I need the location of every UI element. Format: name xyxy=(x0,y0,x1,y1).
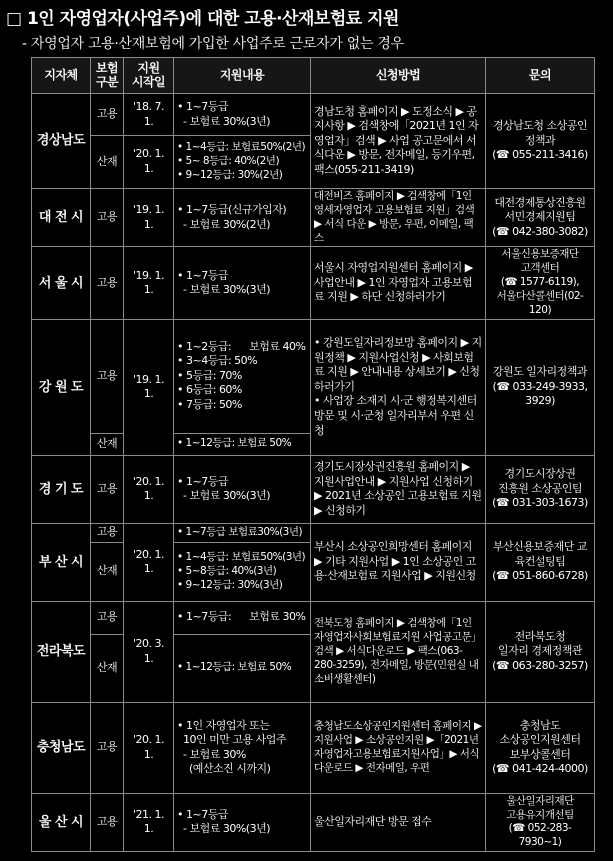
contact-cell: 강원도 일자리정책과 (☎ 033-249-3933, 3929) xyxy=(486,319,595,455)
start-cell: '21. 1. 1. xyxy=(124,793,174,851)
table-row xyxy=(32,189,595,247)
apply-cell: • 강원도일자리정보망 홈페이지 ▶ 지원정책 ▶ 지원사업신청 ▶ 사회보험료 지원 ▶ 안내내용 상세보기 ▶ 신청하러가기 • 사업장 소재지 시·군 행정복지센터 방문 및 시·군청 일자리부서 우편 신청 xyxy=(311,319,486,455)
type-cell: 산재 xyxy=(91,542,124,601)
contact-cell: 경상남도청 소상공인정책과 (☎ 055-211-3416) xyxy=(486,94,595,189)
table-row xyxy=(32,319,595,433)
header-type: 보험 구분 xyxy=(91,58,124,94)
apply-cell: 대전비즈 홈페이지 ▶ 검색창에「1인 영세자영업자 고용보험료 지원」검색 ▶ 서식 다운 ▶ 방문, 우편, 이메일, 팩스 xyxy=(311,189,486,247)
table-row xyxy=(32,523,595,542)
support-table xyxy=(31,57,595,852)
apply-cell: 서울시 자영업지원센터 홈페이지 ▶ 사업안내 ▶ 1인 자영업자 고용보험료 지원 ▶ 하단 신청하러가기 xyxy=(311,247,486,319)
contact-cell: 충청남도 소상공인지원센터 보부상콜센터 (☎ 041-424-4000) xyxy=(486,702,595,793)
type-cell: 고용 xyxy=(91,247,124,319)
table-row xyxy=(32,94,595,136)
content-cell: • 1~7등급(신규가입자) - 보험료 30%(2년) xyxy=(174,189,311,247)
header-content: 지원내용 xyxy=(174,58,311,94)
contact-cell: 경기도시장상권 진흥원 소상공인팀 (☎ 031-303-1673) xyxy=(486,455,595,523)
start-cell: '19. 1. 1. xyxy=(124,247,174,319)
apply-cell: 부산시 소상공인희망센터 홈페이지 ▶ 기타 지원사업 ▶ 1인 소상공인 고용·산재보험료 지원사업 ▶ 지원신청 xyxy=(311,523,486,601)
type-cell: 고용 xyxy=(91,523,124,542)
content-cell: • 1~7등급 - 보험료 30%(3년) xyxy=(174,455,311,523)
apply-cell: 충청남도소상공인지원센터 홈페이지 ▶ 지원사업 ▶ 소상공인지원 ▶「2021년 자영업자고용보험료지원사업」▶ 서식다운로드 ▶ 전자메일, 우편 xyxy=(311,702,486,793)
contact-cell: 전라북도청 일자리 경제정책관 (☎ 063-280-3257) xyxy=(486,601,595,702)
apply-cell: 경남도청 홈페이지 ▶ 도정소식 ▶ 공지사항 ▶ 검색창에「2021년 1인 자영업자」검색 ▶ 사업 공고문에서 서식다운 ▶ 방문, 전자메일, 등기우편, 팩스(055-211-3419) xyxy=(311,94,486,189)
region-cell: 강 원 도 xyxy=(32,319,91,455)
region-cell: 울 산 시 xyxy=(32,793,91,851)
content-cell: • 1~12등급: 보험료 50% xyxy=(174,433,311,455)
type-cell: 산재 xyxy=(91,634,124,702)
content-cell: • 1~2등급: 보험료 40% • 3~4등급: 50% • 5등급: 70% • 6등급: 60% • 7등급: 50% xyxy=(174,319,311,433)
type-cell: 고용 xyxy=(91,601,124,634)
region-cell: 충청남도 xyxy=(32,702,91,793)
content-cell: • 1~4등급: 보험료50%(2년) • 5~ 8등급: 40%(2년) • 9~12등급: 30%(2년) xyxy=(174,136,311,189)
apply-cell: 전북도청 홈페이지 ▶ 검색창에「1인 자영업자사회보험료지원 사업공고문」검색 ▶ 서식다운로드 ▶ 팩스(063-280-3259), 전자메일, 방문(민원실 내 소비생활센터) xyxy=(311,601,486,702)
content-cell: • 1~7등급 - 보험료 30%(3년) xyxy=(174,247,311,319)
start-cell: '20. 1. 1. xyxy=(124,523,174,601)
content-cell: • 1~7등급 - 보험료 30%(3년) xyxy=(174,94,311,136)
page-title: □ 1인 자영업자(사업주)에 대한 고용·산재보험료 지원 xyxy=(6,9,399,29)
content-cell: • 1인 자영업자 또는 10인 미만 고용 사업주 - 보험료 30% (예산소진 시까지) xyxy=(174,702,311,793)
region-cell: 경상남도 xyxy=(32,94,91,189)
region-cell: 전라북도 xyxy=(32,601,91,702)
header-region: 지자체 xyxy=(32,58,91,94)
start-cell: '18. 7. 1. xyxy=(124,94,174,136)
start-cell: '20. 3. 1. xyxy=(124,601,174,702)
content-cell: • 1~7등급: 보험료 30% xyxy=(174,601,311,634)
start-cell: '20. 1. 1. xyxy=(124,136,174,189)
header-row xyxy=(32,58,595,94)
table-row xyxy=(32,455,595,523)
content-cell: • 1~12등급: 보험료 50% xyxy=(174,634,311,702)
table-row xyxy=(32,702,595,793)
type-cell: 산재 xyxy=(91,136,124,189)
contact-cell: 부산신용보증재단 교육컨설팅팀 (☎ 051-860-6728) xyxy=(486,523,595,601)
contact-cell: 울산일자리재단 고용유지개선팀 (☎ 052-283-7930~1) xyxy=(486,793,595,851)
region-cell: 서 울 시 xyxy=(32,247,91,319)
type-cell: 고용 xyxy=(91,189,124,247)
apply-cell: 울산일자리재단 방문 접수 xyxy=(311,793,486,851)
page-subtitle: - 자영업자 고용·산재보험에 가입한 사업주로 근로자가 없는 경우 xyxy=(22,36,404,52)
start-cell: '20. 1. 1. xyxy=(124,455,174,523)
header-contact: 문의 xyxy=(486,58,595,94)
content-cell: • 1~4등급: 보험료50%(3년) • 5~8등급: 40%(3년) • 9~12등급: 30%(3년) xyxy=(174,542,311,601)
region-cell: 대 전 시 xyxy=(32,189,91,247)
contact-cell: 서울신용보증재단 고객센터 (☎ 1577-6119), 서울다산콜센터(02-120) xyxy=(486,247,595,319)
content-cell: • 1~7등급 보험료30%(3년) xyxy=(174,523,311,542)
start-cell: '19. 1. 1. xyxy=(124,189,174,247)
contact-cell: 대전경제통상진흥원 서민경제지원팀 (☎ 042-380-3082) xyxy=(486,189,595,247)
type-cell: 산재 xyxy=(91,433,124,455)
type-cell: 고용 xyxy=(91,455,124,523)
header-start: 지원 시작일 xyxy=(124,58,174,94)
type-cell: 고용 xyxy=(91,793,124,851)
region-cell: 경 기 도 xyxy=(32,455,91,523)
region-cell: 부 산 시 xyxy=(32,523,91,601)
start-cell: '19. 1. 1. xyxy=(124,319,174,455)
start-cell: '20. 1. 1. xyxy=(124,702,174,793)
content-cell: • 1~7등급 - 보험료 30%(3년) xyxy=(174,793,311,851)
table-row xyxy=(32,601,595,634)
header-apply: 신청방법 xyxy=(311,58,486,94)
table-row xyxy=(32,247,595,319)
type-cell: 고용 xyxy=(91,319,124,433)
table-row xyxy=(32,793,595,851)
type-cell: 고용 xyxy=(91,94,124,136)
type-cell: 고용 xyxy=(91,702,124,793)
apply-cell: 경기도시장상권진흥원 홈페이지 ▶ 지원사업안내 ▶ 지원사업 신청하기 ▶ 2021년 소상공인 고용보험료 지원 ▶ 신청하기 xyxy=(311,455,486,523)
